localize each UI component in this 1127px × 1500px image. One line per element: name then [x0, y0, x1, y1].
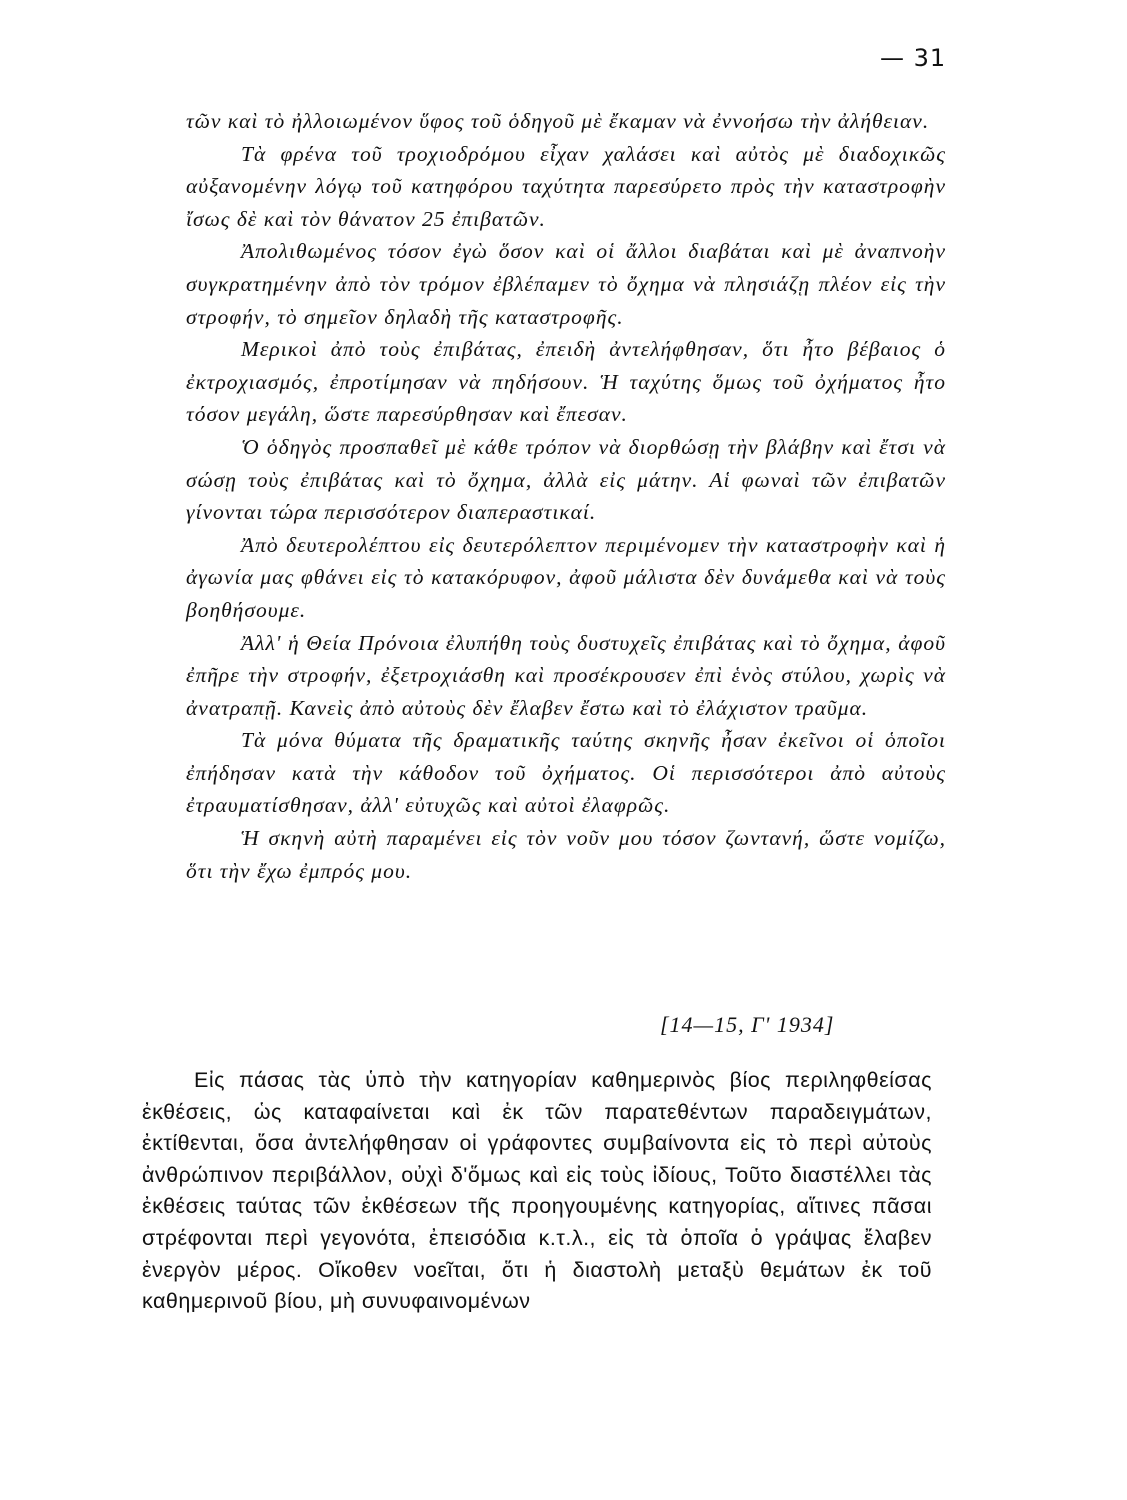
essay-paragraph: Ἀλλ' ἡ Θεία Πρόνοια ἐλυπήθη τοὺς δυστυχεῖς ἐπιβάτας καὶ τὸ ὄχημα, ἀφοῦ ἐπῆρε τὴν στροφήν, ἐξετροχιάσθη καὶ προσέκρουσεν ἐπὶ ἑνὸς στύλου, χωρὶς νὰ ἀνατραπῇ. Κανεὶς ἀπὸ αὐτοὺς δὲν ἔλαβεν ἔστω καὶ τὸ ἐλάχιστον τραῦμα. [186, 630, 946, 720]
essay-paragraph: Ἡ σκηνὴ αὐτὴ παραμένει εἰς τὸν νοῦν μου τόσον ζωντανή, ὥστε νομίζω, ὅτι τὴν ἔχω ἐμπρός μου. [186, 826, 946, 883]
essay-paragraph: Τὰ φρένα τοῦ τροχιοδρόμου εἶχαν χαλάσει καὶ αὐτὸς μὲ διαδοχικῶς αὐξανομένην λόγῳ τοῦ κατηφόρου ταχύτητα παρεσύρετο πρὸς τὴν καταστροφὴν ἴσως δὲ καὶ τὸν θάνατον 25 ἐπιβατῶν. [186, 141, 946, 231]
essay-paragraph: Τὰ μόνα θύματα τῆς δραματικῆς ταύτης σκηνῆς ἦσαν ἐκεῖνοι οἱ ὁποῖοι ἐπήδησαν κατὰ τὴν κάθοδον τοῦ ὀχήματος. Οἱ περισσότεροι ἀπὸ αὐτοὺς ἐτραυματίσθησαν, ἀλλ' εὐτυχῶς καὶ αὐτοὶ ἐλαφρῶς. [186, 728, 946, 818]
essay-paragraph: Μερικοὶ ἀπὸ τοὺς ἐπιβάτας, ἐπειδὴ ἀντελήφθησαν, ὅτι ἦτο βέβαιος ὁ ἐκτροχιασμός, ἐπροτίμησαν νὰ πηδήσουν. Ἡ ταχύτης ὅμως τοῦ ὀχήματος ἦτο τόσον μεγάλη, ὥστε παρεσύρθησαν καὶ ἔπεσαν. [186, 337, 946, 427]
essay-paragraph: Ἀπὸ δευτερολέπτου εἰς δευτερόλεπτον περιμένομεν τὴν καταστροφὴν καὶ ἡ ἀγωνία μας φθάνει εἰς τὸ κατακόρυφον, ἀφοῦ μάλιστα δὲν δυνάμεθα καὶ νὰ τοὺς βοηθήσουμε. [186, 532, 946, 622]
commentary-paragraph: Εἰς πάσας τὰς ὑπὸ τὴν κατηγορίαν καθημερινὸς βίος περιληφθείσας ἐκθέσεις, ὡς καταφαίνεται καὶ ἐκ τῶν παρατεθέντων παραδειγμάτων, ἐκτίθενται, ὅσα ἀντελήφθησαν οἱ γράφοντες συμβαίνοντα εἰς τὸ περὶ αὐτοὺς ἀνθρώπινον περιβάλλον, οὐχὶ δ'ὅμως καὶ εἰς τοὺς ἰδίους, Τοῦτο διαστέλλει τὰς ἐκθέσεις ταύτας τῶν ἐκθέσεων τῆς προηγουμένης κατηγορίας, αἵτινες πᾶσαι στρέφονται περὶ γεγονότα, ἐπεισόδια κ.τ.λ., εἰς τὰ ὁποῖα ὁ γράψας ἔλαβεν ἐνεργὸν μέρος. Οἴκοθεν νοεῖται, ὅτι ἡ διαστολὴ μεταξὺ θεμάτων ἐκ τοῦ καθημερινοῦ βίου, μὴ συνυφαινομένων [142, 1068, 932, 1314]
essay-paragraph: Ὁ ὁδηγὸς προσπαθεῖ μὲ κάθε τρόπον νὰ διορθώσῃ τὴν βλάβην καὶ ἔτσι νὰ σώσῃ τοὺς ἐπιβάτας καὶ τὸ ὄχημα, ἀλλὰ εἰς μάτην. Αἱ φωναὶ τῶν ἐπιβατῶν γίνονται τώρα περισσότερον διαπεραστικαί. [186, 434, 946, 525]
essay-excerpt [186, 105, 946, 887]
page-number: — 31 [880, 44, 947, 72]
commentary-block [142, 1065, 932, 1318]
essay-date: [14—15, Γ' 1934] [660, 1012, 835, 1037]
essay-paragraph: Ἀπολιθωμένος τόσον ἐγὼ ὅσον καὶ οἱ ἄλλοι διαβάται καὶ μὲ ἀναπνοὴν συγκρατημένην ἀπὸ τὸν τρόμον ἐβλέπαμεν τὸ ὄχημα νὰ πλησιάζῃ πλέον εἰς τὴν στροφήν, τὸ σημεῖον δηλαδὴ τῆς καταστροφῆς. [186, 239, 946, 329]
essay-paragraph: τῶν καὶ τὸ ἠλλοιωμένον ὕφος τοῦ ὁδηγοῦ μὲ ἔκαμαν νὰ ἐννοήσω τὴν ἀλήθειαν. [186, 109, 930, 133]
